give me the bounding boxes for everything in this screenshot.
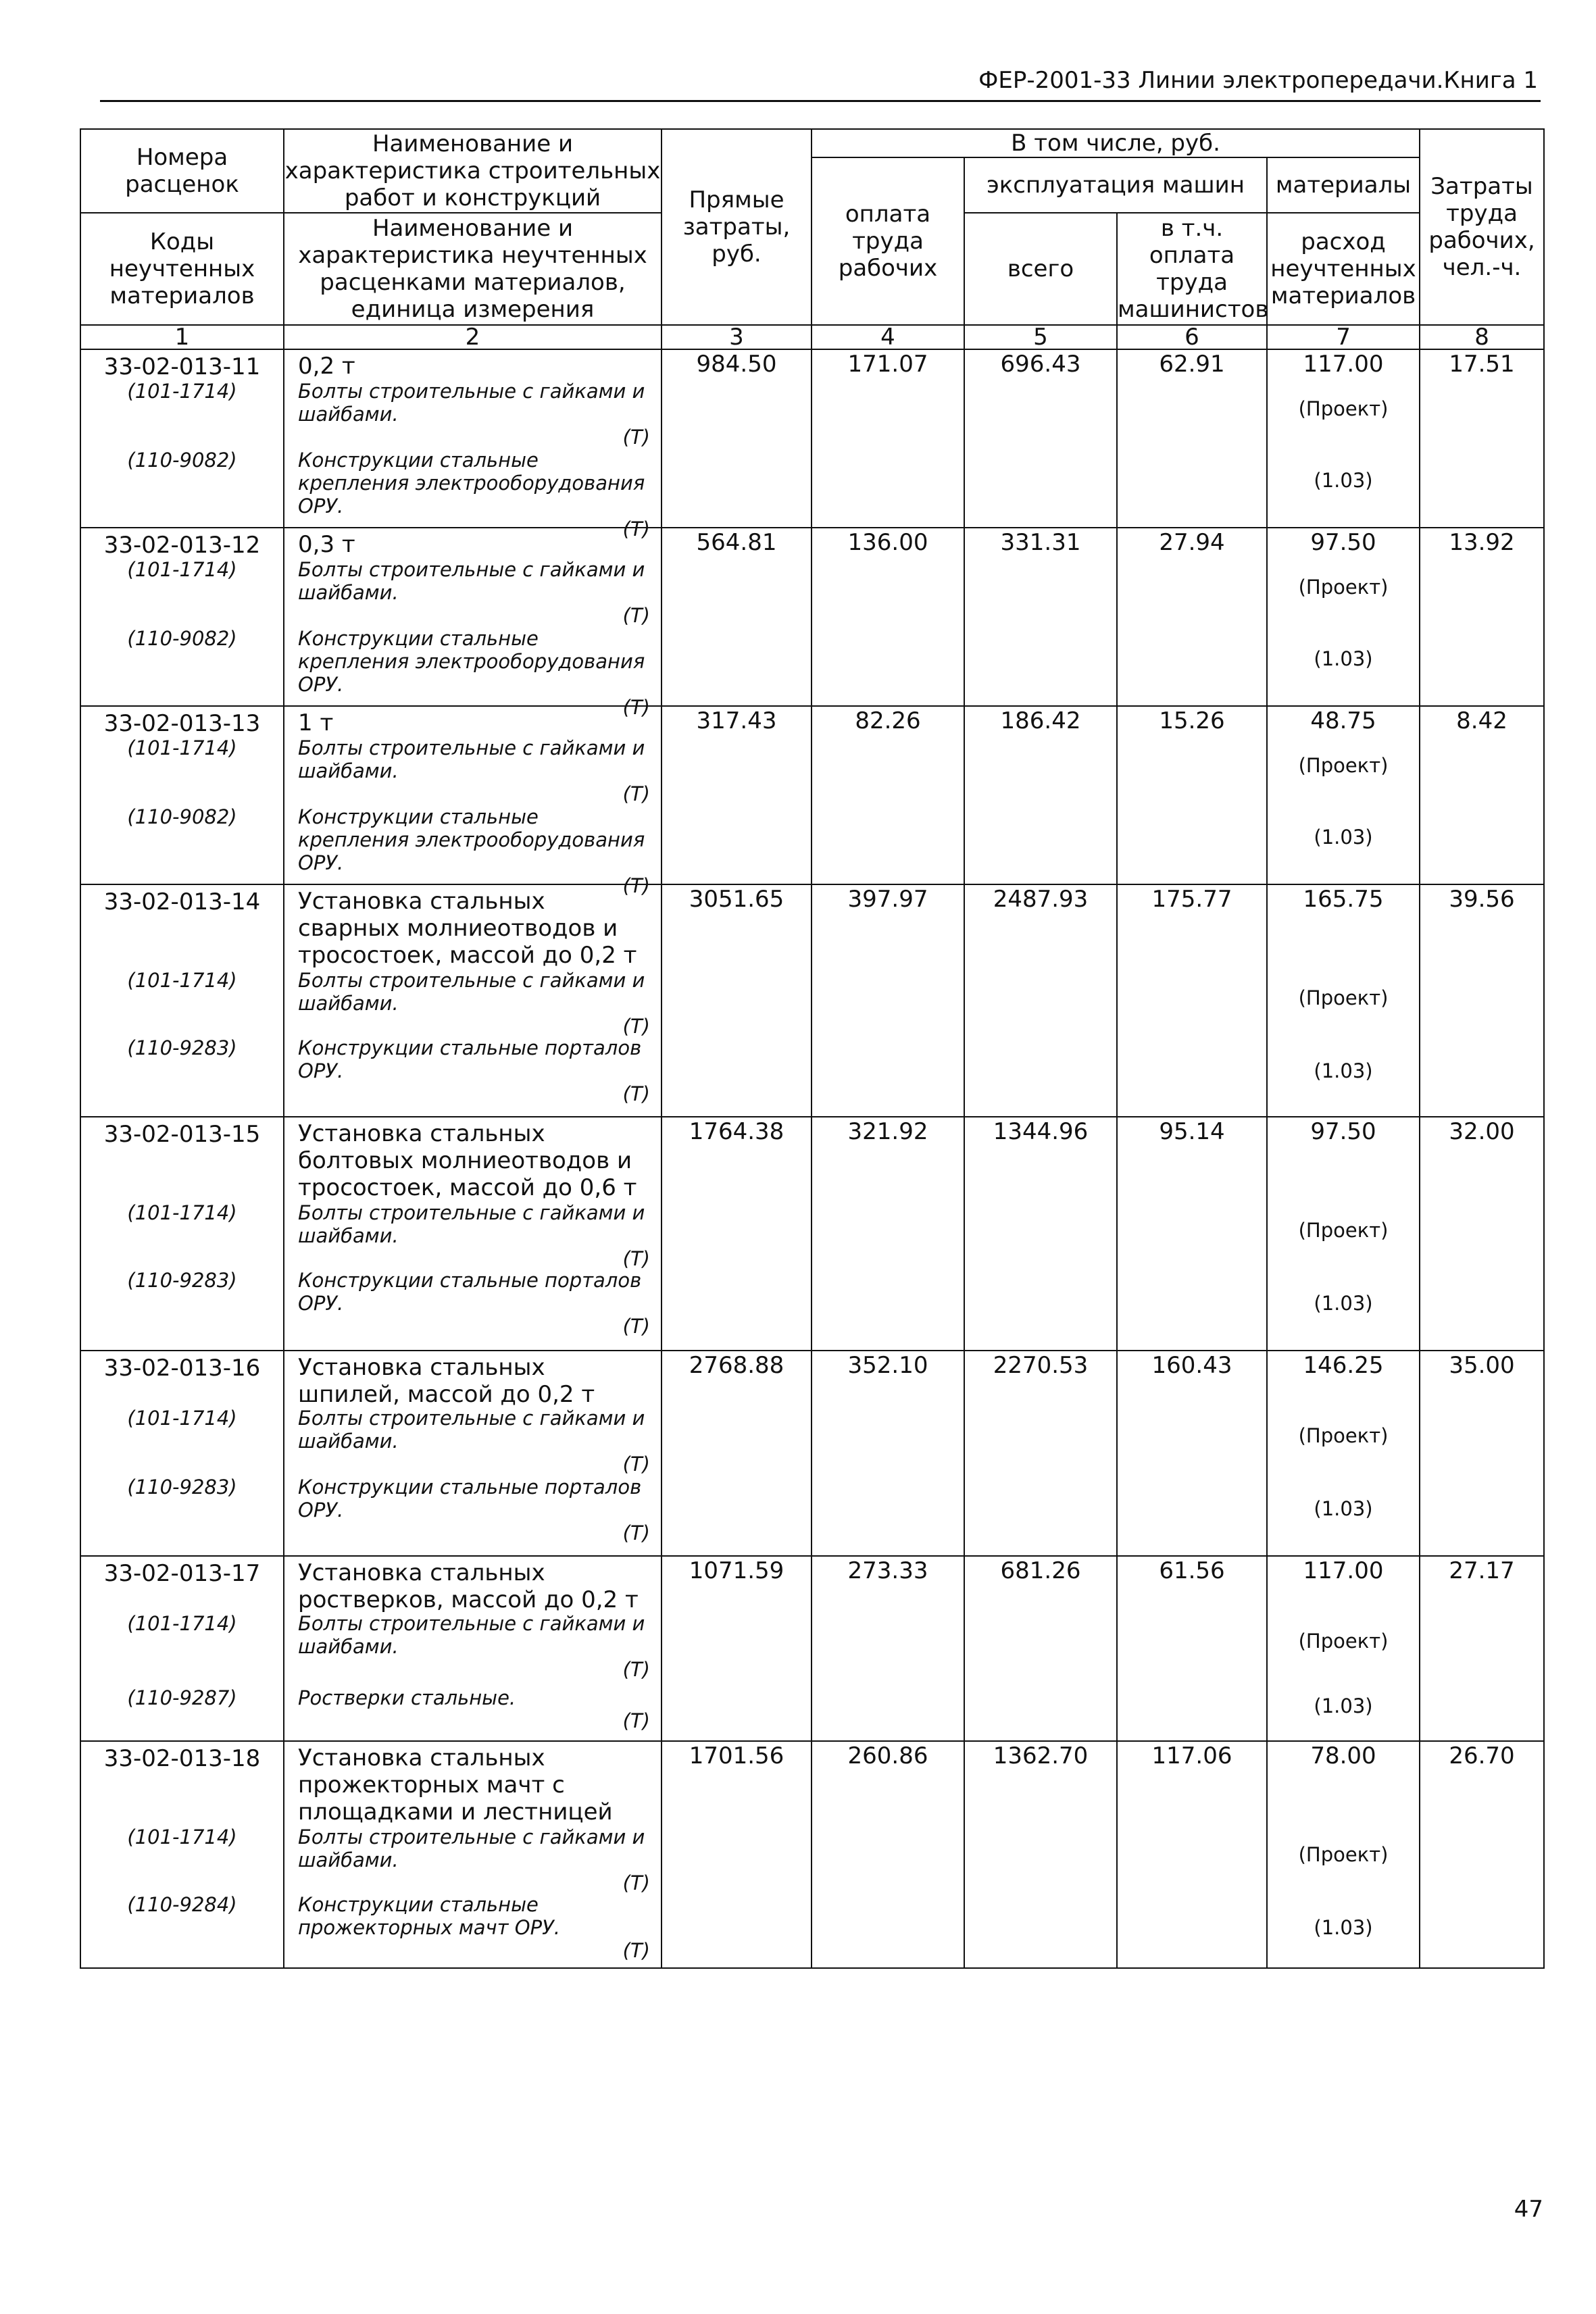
operator-pay-cell (1117, 528, 1267, 706)
labor-hours: 27.17 (1449, 1557, 1515, 1584)
worker-pay: 136.00 (847, 529, 928, 556)
labor-hours-cell (1420, 1556, 1544, 1741)
material-code-1: (101-1714) (127, 1826, 237, 1848)
direct-costs: 564.81 (696, 529, 777, 556)
material-code-2: (110-9284) (127, 1893, 237, 1916)
material-1-tag: (Т) (622, 782, 650, 805)
material-1-tag: (Т) (622, 1871, 650, 1894)
materials-value: 146.25 (1303, 1352, 1384, 1379)
work-name-cell (284, 349, 662, 540)
material-2-name: Ростверки стальные. (298, 1686, 516, 1709)
material-1-name: Болты строительные с гайками и шайбами. (298, 969, 645, 1015)
operator-pay: 95.14 (1159, 1118, 1225, 1145)
running-header (100, 65, 1541, 102)
material-2-tag: (Т) (622, 1709, 650, 1732)
header-operator-pay: в т.ч. оплата труда машинистов (1117, 213, 1267, 325)
header-labor-hours: Затраты труда рабочих, чел.-ч. (1420, 129, 1544, 325)
direct-costs-cell (662, 349, 812, 528)
table-row (80, 528, 1544, 706)
labor-hours-cell (1420, 706, 1544, 884)
worker-pay-cell (812, 1741, 964, 1968)
material-2 (298, 627, 650, 719)
material-1-name: Болты строительные с гайками и шайбами. (298, 1612, 645, 1658)
machines-total-cell (964, 1117, 1117, 1351)
material-2-qty: (1.03) (1314, 1292, 1373, 1315)
rate-code: 33-02-013-15 (103, 1121, 261, 1148)
work-name-cell (284, 528, 662, 719)
operator-pay-cell (1117, 1741, 1267, 1968)
material-code-1: (101-1714) (127, 736, 237, 759)
direct-costs: 1071.59 (689, 1557, 784, 1584)
labor-hours-cell (1420, 884, 1544, 1117)
work-title: 1 т (298, 709, 334, 736)
material-1-tag: (Т) (622, 1658, 650, 1681)
header-machine-operation: эксплуатация машин (964, 157, 1267, 213)
operator-pay: 160.43 (1151, 1352, 1232, 1379)
labor-hours: 26.70 (1449, 1742, 1515, 1769)
column-number: 3 (662, 325, 812, 349)
material-1 (298, 1201, 650, 1270)
rate-code-cell (80, 1117, 284, 1351)
materials-cell (1267, 528, 1420, 706)
material-1-tag: (Т) (622, 1247, 650, 1270)
material-2 (298, 805, 650, 897)
work-title: Установка стальных прожекторных мачт с площадками и лестницей (298, 1744, 613, 1826)
material-2-tag: (Т) (622, 1939, 650, 1962)
materials-cell (1267, 1351, 1420, 1556)
worker-pay: 352.10 (847, 1352, 928, 1379)
material-1 (298, 1826, 650, 1894)
column-number-row (80, 325, 1544, 349)
worker-pay-cell (812, 349, 964, 528)
labor-hours-cell (1420, 528, 1544, 706)
machines-total: 2270.53 (993, 1352, 1089, 1379)
work-name-cell (284, 1351, 662, 1556)
rate-code: 33-02-013-16 (103, 1355, 261, 1382)
running-title: ФЕР-2001-33 Линии электропередачи.Книга 1 (978, 67, 1538, 94)
table-body (80, 349, 1544, 1968)
labor-hours-cell (1420, 349, 1544, 528)
material-code-1: (101-1714) (127, 558, 237, 581)
material-code-2: (110-9287) (127, 1686, 237, 1709)
work-title: 0,2 т (298, 353, 355, 380)
material-1-name: Болты строительные с гайками и шайбами. (298, 1201, 645, 1247)
column-number: 4 (812, 325, 964, 349)
worker-pay: 321.92 (847, 1118, 928, 1145)
material-1-name: Болты строительные с гайками и шайбами. (298, 736, 645, 782)
direct-costs: 3051.65 (689, 886, 784, 913)
rate-code-cell (80, 1351, 284, 1556)
material-2-name: Конструкции стальные порталов ОРУ. (298, 1036, 642, 1082)
material-2-qty: (1.03) (1314, 1916, 1373, 1939)
material-2-qty: (1.03) (1314, 647, 1373, 670)
material-2-tag: (Т) (622, 1521, 650, 1544)
material-1-tag: (Т) (622, 1453, 650, 1476)
rate-code: 33-02-013-17 (103, 1560, 261, 1587)
direct-costs: 1701.56 (689, 1742, 784, 1769)
material-2-tag: (Т) (622, 518, 650, 540)
column-number: 1 (80, 325, 284, 349)
material-2 (298, 1476, 650, 1544)
direct-costs-cell (662, 1741, 812, 1968)
materials-cell (1267, 1741, 1420, 1968)
table-row (80, 1556, 1544, 1741)
worker-pay: 82.26 (855, 707, 921, 734)
material-2 (298, 1686, 650, 1732)
table-header (80, 129, 1544, 349)
material-2-name: Конструкции стальные крепления электрооборудования ОРУ. (298, 627, 645, 696)
material-1-name: Болты строительные с гайками и шайбами. (298, 558, 645, 604)
worker-pay: 273.33 (847, 1557, 928, 1584)
machines-total: 1362.70 (993, 1742, 1089, 1769)
table-row (80, 1351, 1544, 1556)
materials-value: 117.00 (1303, 351, 1384, 378)
column-number: 2 (284, 325, 662, 349)
work-name-cell (284, 1556, 662, 1741)
materials-value: 117.00 (1303, 1557, 1384, 1584)
direct-costs-cell (662, 1117, 812, 1351)
project-label: (Проект) (1298, 986, 1389, 1009)
material-2-name: Конструкции стальные порталов ОРУ. (298, 1476, 642, 1521)
column-number: 6 (1117, 325, 1267, 349)
project-label: (Проект) (1298, 397, 1389, 420)
work-name-cell (284, 1741, 662, 1968)
labor-hours-cell (1420, 1351, 1544, 1556)
work-name-cell (284, 884, 662, 1117)
worker-pay-cell (812, 1117, 964, 1351)
machines-total: 1344.96 (993, 1118, 1089, 1145)
worker-pay: 397.97 (847, 886, 928, 913)
direct-costs: 317.43 (696, 707, 777, 734)
direct-costs-cell (662, 706, 812, 884)
work-name-cell (284, 706, 662, 897)
operator-pay: 15.26 (1159, 707, 1225, 734)
work-title: Установка стальных ростверков, массой до 0,2 т (298, 1559, 639, 1613)
rate-code-cell (80, 884, 284, 1117)
material-2-tag: (Т) (622, 1082, 650, 1105)
material-code-2: (110-9082) (127, 805, 237, 828)
material-code-1: (101-1714) (127, 380, 237, 403)
materials-value: 97.50 (1310, 529, 1376, 556)
material-1-tag: (Т) (622, 426, 650, 449)
work-title: Установка стальных сварных молниеотводов и тросостоек, массой до 0,2 т (298, 888, 637, 969)
material-1 (298, 1612, 650, 1681)
worker-pay: 260.86 (847, 1742, 928, 1769)
work-title: Установка стальных болтовых молниеотводов и тросостоек, массой до 0,6 т (298, 1120, 637, 1201)
direct-costs-cell (662, 528, 812, 706)
operator-pay-cell (1117, 1351, 1267, 1556)
labor-hours: 8.42 (1456, 707, 1507, 734)
machines-total-cell (964, 349, 1117, 528)
column-number: 7 (1267, 325, 1420, 349)
direct-costs: 2768.88 (689, 1352, 784, 1379)
material-1 (298, 1407, 650, 1476)
rate-code-cell (80, 1556, 284, 1741)
material-1-tag: (Т) (622, 1015, 650, 1038)
machines-total: 696.43 (1000, 351, 1081, 378)
materials-cell (1267, 1556, 1420, 1741)
machines-total: 331.31 (1000, 529, 1081, 556)
rate-code-cell (80, 706, 284, 884)
rate-code: 33-02-013-14 (103, 888, 261, 915)
material-1-tag: (Т) (622, 604, 650, 627)
worker-pay-cell (812, 1351, 964, 1556)
labor-hours-cell (1420, 1741, 1544, 1968)
materials-value: 48.75 (1310, 707, 1376, 734)
header-unaccounted-consumption: расход неучтенных материалов (1267, 213, 1420, 325)
rates-table (80, 128, 1545, 1969)
material-2-name: Конструкции стальные крепления электрооборудования ОРУ. (298, 449, 645, 518)
material-code-2: (110-9082) (127, 449, 237, 472)
material-2-qty: (1.03) (1314, 1694, 1373, 1717)
rate-code-cell (80, 349, 284, 528)
material-1 (298, 736, 650, 805)
column-number: 8 (1420, 325, 1544, 349)
operator-pay-cell (1117, 349, 1267, 528)
project-label: (Проект) (1298, 1219, 1389, 1242)
materials-cell (1267, 349, 1420, 528)
direct-costs: 984.50 (696, 351, 777, 378)
header-work-name: Наименование и характеристика строительных работ и конструкций (284, 130, 661, 211)
material-2-tag: (Т) (622, 874, 650, 897)
machines-total-cell (964, 884, 1117, 1117)
operator-pay: 117.06 (1151, 1742, 1232, 1769)
material-code-1: (101-1714) (127, 969, 237, 992)
material-code-2: (110-9283) (127, 1476, 237, 1499)
machines-total-cell (964, 1741, 1117, 1968)
material-2-name: Конструкции стальные порталов ОРУ. (298, 1269, 642, 1315)
header-direct-costs: Прямые затраты, руб. (662, 129, 812, 325)
rate-code-cell (80, 528, 284, 706)
material-2 (298, 449, 650, 540)
material-2-qty: (1.03) (1314, 469, 1373, 492)
rate-code: 33-02-013-18 (103, 1745, 261, 1772)
work-title: Установка стальных шпилей, массой до 0,2 т (298, 1354, 595, 1408)
material-2-qty: (1.03) (1314, 1497, 1373, 1520)
machines-total-cell (964, 1556, 1117, 1741)
table-row (80, 706, 1544, 884)
direct-costs-cell (662, 1556, 812, 1741)
project-label: (Проект) (1298, 1630, 1389, 1653)
rate-code-cell (80, 1741, 284, 1968)
machines-total-cell (964, 1351, 1117, 1556)
operator-pay-cell (1117, 1556, 1267, 1741)
material-2-tag: (Т) (622, 696, 650, 719)
machines-total: 681.26 (1000, 1557, 1081, 1584)
machines-total-cell (964, 528, 1117, 706)
operator-pay-cell (1117, 706, 1267, 884)
material-2-qty: (1.03) (1314, 1059, 1373, 1082)
machines-total: 186.42 (1000, 707, 1081, 734)
header-machines-total: всего (964, 213, 1117, 325)
materials-cell (1267, 706, 1420, 884)
material-code-2: (110-9283) (127, 1036, 237, 1059)
direct-costs-cell (662, 1351, 812, 1556)
materials-value: 78.00 (1310, 1742, 1376, 1769)
worker-pay-cell (812, 706, 964, 884)
labor-hours: 13.92 (1449, 529, 1515, 556)
machines-total: 2487.93 (993, 886, 1089, 913)
labor-hours-cell (1420, 1117, 1544, 1351)
material-2-name: Конструкции стальные прожекторных мачт ОРУ. (298, 1893, 560, 1939)
labor-hours: 32.00 (1449, 1118, 1515, 1145)
project-label: (Проект) (1298, 1424, 1389, 1447)
direct-costs: 1764.38 (689, 1118, 784, 1145)
project-label: (Проект) (1298, 1843, 1389, 1866)
material-1 (298, 380, 650, 449)
worker-pay: 171.07 (847, 351, 928, 378)
material-1 (298, 969, 650, 1038)
rate-code: 33-02-013-12 (103, 532, 261, 559)
material-2 (298, 1893, 650, 1962)
materials-value: 165.75 (1303, 886, 1384, 913)
material-2-tag: (Т) (622, 1315, 650, 1338)
operator-pay: 27.94 (1159, 529, 1225, 556)
labor-hours: 39.56 (1449, 886, 1515, 913)
material-code-1: (101-1714) (127, 1612, 237, 1635)
page-number: 47 (1514, 2196, 1543, 2223)
column-number: 5 (964, 325, 1117, 349)
worker-pay-cell (812, 528, 964, 706)
operator-pay: 61.56 (1159, 1557, 1225, 1584)
material-1-name: Болты строительные с гайками и шайбами. (298, 1826, 645, 1871)
rate-code: 33-02-013-13 (103, 710, 261, 737)
materials-cell (1267, 1117, 1420, 1351)
header-material-name: Наименование и характеристика неучтенных расценками материалов, единица измерения (284, 213, 662, 325)
operator-pay: 62.91 (1159, 351, 1225, 378)
material-2-qty: (1.03) (1314, 826, 1373, 849)
rate-code: 33-02-013-11 (103, 353, 261, 380)
material-2 (298, 1269, 650, 1338)
table-row (80, 349, 1544, 528)
material-code-1: (101-1714) (127, 1201, 237, 1224)
materials-cell (1267, 884, 1420, 1117)
material-1 (298, 558, 650, 627)
machines-total-cell (964, 706, 1117, 884)
operator-pay-cell (1117, 1117, 1267, 1351)
header-materials: материалы (1267, 157, 1420, 213)
material-1-name: Болты строительные с гайками и шайбами. (298, 380, 645, 426)
direct-costs-cell (662, 884, 812, 1117)
table-row (80, 1117, 1544, 1351)
header-worker-pay: оплата труда рабочих (812, 157, 964, 325)
worker-pay-cell (812, 1556, 964, 1741)
table-row (80, 1741, 1544, 1968)
worker-pay-cell (812, 884, 964, 1117)
material-2 (298, 1036, 650, 1105)
header-rate-numbers: Номера расценок (80, 129, 284, 213)
materials-value: 97.50 (1310, 1118, 1376, 1145)
header-unaccounted-codes: Коды неучтенных материалов (80, 213, 284, 325)
labor-hours: 35.00 (1449, 1352, 1515, 1379)
project-label: (Проект) (1298, 754, 1389, 777)
material-code-2: (110-9082) (127, 627, 237, 650)
material-1-name: Болты строительные с гайками и шайбами. (298, 1407, 645, 1453)
table-row (80, 884, 1544, 1117)
material-code-1: (101-1714) (127, 1407, 237, 1430)
operator-pay: 175.77 (1151, 886, 1232, 913)
work-title: 0,3 т (298, 531, 355, 558)
material-2-name: Конструкции стальные крепления электрооборудования ОРУ. (298, 805, 645, 874)
operator-pay-cell (1117, 884, 1267, 1117)
project-label: (Проект) (1298, 576, 1389, 599)
header-including-group: В том числе, руб. (812, 129, 1420, 157)
work-name-cell (284, 1117, 662, 1351)
labor-hours: 17.51 (1449, 351, 1515, 378)
material-code-2: (110-9283) (127, 1269, 237, 1292)
